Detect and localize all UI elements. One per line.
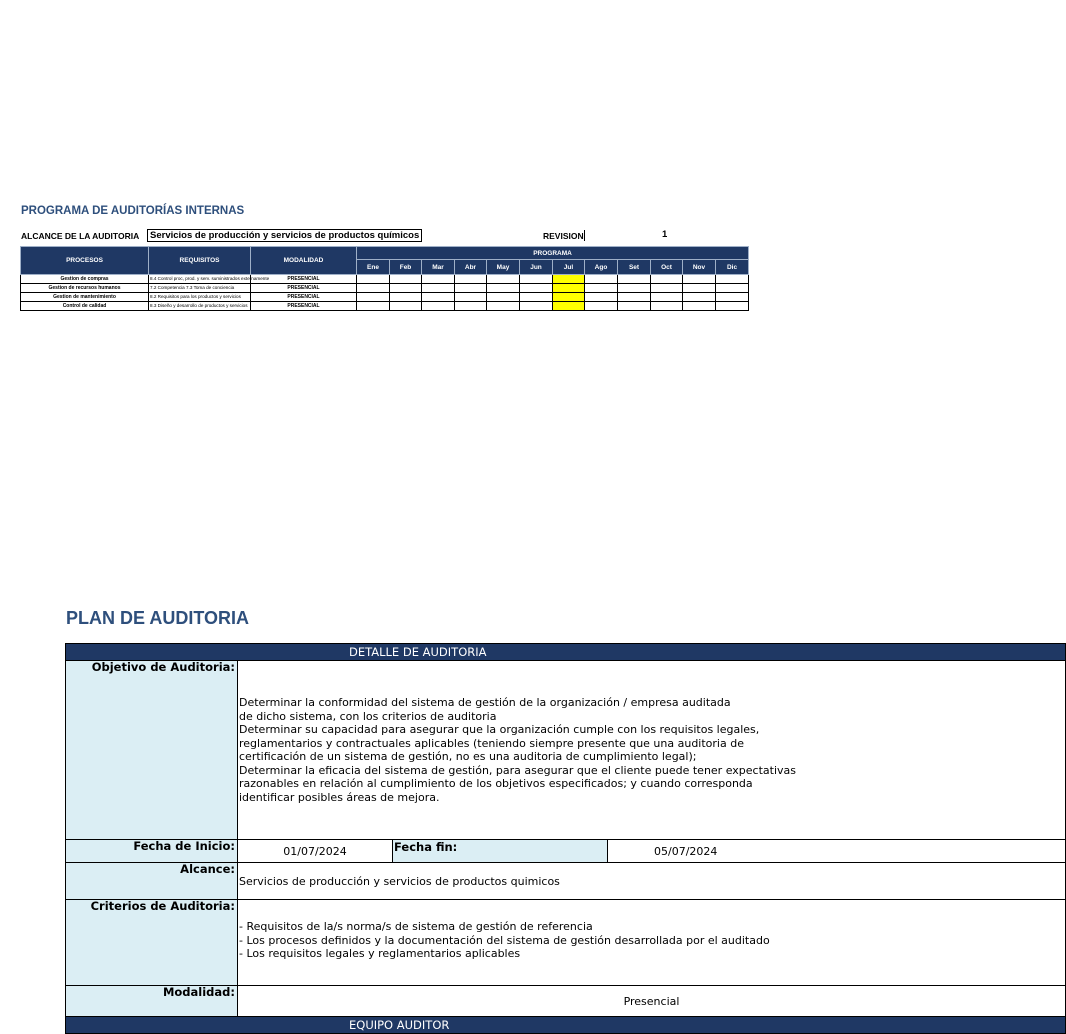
month-cell-ago[interactable]	[585, 293, 618, 302]
month-cell-may[interactable]	[487, 284, 520, 293]
alcance-plan-value[interactable]: Servicios de producción y servicios de productos quimicos	[238, 863, 1066, 900]
month-cell-may[interactable]	[487, 275, 520, 284]
objetivo-line: identificar posibles áreas de mejora.	[239, 790, 440, 804]
month-header-mar: Mar	[422, 260, 455, 275]
month-cell-abr[interactable]	[455, 302, 487, 311]
month-cell-oct[interactable]	[651, 302, 683, 311]
detalle-header: DETALLE DE AUDITORIA	[66, 644, 1066, 661]
month-header-jun: Jun	[520, 260, 553, 275]
month-cell-feb[interactable]	[390, 284, 422, 293]
month-cell-jul[interactable]	[553, 302, 585, 311]
criterios-value[interactable]	[238, 900, 1066, 986]
alcance-plan-label: Alcance:	[66, 863, 238, 900]
month-header-abr: Abr	[455, 260, 487, 275]
month-header-oct: Oct	[651, 260, 683, 275]
month-cell-mar[interactable]	[422, 275, 455, 284]
header-procesos: PROCESOS	[21, 247, 149, 275]
month-cell-jun[interactable]	[520, 284, 553, 293]
programa-table	[20, 246, 749, 311]
objetivo-label: Objetivo de Auditoria:	[66, 661, 238, 840]
alcance-label: ALCANCE DE LA AUDITORIA	[21, 231, 140, 241]
month-header-ago: Ago	[585, 260, 618, 275]
month-cell-dic[interactable]	[716, 302, 749, 311]
revision-label: REVISION	[543, 231, 584, 241]
month-cell-may[interactable]	[487, 302, 520, 311]
month-cell-jul[interactable]	[553, 275, 585, 284]
month-cell-ene[interactable]	[357, 302, 390, 311]
criterio-line: - Los procesos definidos y la documentación del sistema de gestión desarrollada por el auditado	[239, 933, 770, 947]
plan-table	[65, 643, 1066, 1034]
text-cursor	[584, 230, 585, 241]
criterios-text	[239, 900, 1065, 961]
month-cell-mar[interactable]	[422, 302, 455, 311]
modalidad-cell[interactable]: PRESENCIAL	[251, 284, 357, 293]
month-cell-mar[interactable]	[422, 284, 455, 293]
month-cell-jul[interactable]	[553, 293, 585, 302]
requisitos-cell[interactable]: 7.2 Competencia 7.3 Toma de conciencia	[149, 284, 251, 293]
month-cell-nov[interactable]	[683, 275, 716, 284]
month-cell-set[interactable]	[618, 284, 651, 293]
month-cell-dic[interactable]	[716, 284, 749, 293]
month-cell-set[interactable]	[618, 275, 651, 284]
objetivo-value[interactable]	[238, 661, 1066, 840]
month-cell-set[interactable]	[618, 302, 651, 311]
header-modalidad: MODALIDAD	[251, 247, 357, 275]
criterio-line: - Los requisitos legales y reglamentarios aplicables	[239, 947, 521, 960]
month-header-jul: Jul	[553, 260, 585, 275]
month-cell-oct[interactable]	[651, 284, 683, 293]
revision-value[interactable]: 1	[662, 229, 668, 240]
month-cell-ene[interactable]	[357, 275, 390, 284]
objetivo-line: Determinar la eficacia del sistema de gestión, para asegurar que el cliente puede tener expectativas	[239, 763, 796, 777]
objetivo-line: Determinar su capacidad para asegurar que la organización cumple con los requisitos legales,	[239, 723, 760, 736]
fecha-inicio-label: Fecha de Inicio:	[66, 840, 238, 863]
modalidad-label: Modalidad:	[66, 986, 238, 1017]
requisitos-cell[interactable]: 8.4 Control proc, prod. y serv. suministrados externamente	[149, 275, 251, 284]
month-cell-jun[interactable]	[520, 293, 553, 302]
month-cell-nov[interactable]	[683, 284, 716, 293]
modalidad-value[interactable]: Presencial	[238, 986, 1066, 1017]
month-cell-set[interactable]	[618, 293, 651, 302]
month-cell-jun[interactable]	[520, 275, 553, 284]
programa-row	[21, 302, 749, 311]
objetivo-line: certificación de un sistema de gestión, no es una auditoria de cumplimiento legal);	[239, 750, 697, 763]
objetivo-line: reglamentarios y contractuales aplicables (teniendo siempre presente que una auditoria de	[239, 736, 744, 750]
month-cell-dic[interactable]	[716, 293, 749, 302]
fecha-fin-label: Fecha fin:	[393, 840, 608, 863]
objetivo-text	[239, 661, 1065, 804]
month-cell-nov[interactable]	[683, 293, 716, 302]
header-requisitos: REQUISITOS	[149, 247, 251, 275]
month-cell-ago[interactable]	[585, 284, 618, 293]
criterio-line: - Requisitos de la/s norma/s de sistema de gestión de referencia	[239, 920, 593, 933]
month-cell-dic[interactable]	[716, 275, 749, 284]
month-cell-abr[interactable]	[455, 284, 487, 293]
proceso-cell[interactable]: Gestion de mantenimiento	[21, 293, 149, 302]
programa-row	[21, 293, 749, 302]
modalidad-cell[interactable]: PRESENCIAL	[251, 275, 357, 284]
month-header-ene: Ene	[357, 260, 390, 275]
month-cell-nov[interactable]	[683, 302, 716, 311]
month-cell-oct[interactable]	[651, 293, 683, 302]
modalidad-cell[interactable]: PRESENCIAL	[251, 293, 357, 302]
month-cell-mar[interactable]	[422, 293, 455, 302]
month-cell-ago[interactable]	[585, 275, 618, 284]
header-programa: PROGRAMA	[357, 247, 749, 260]
month-cell-oct[interactable]	[651, 275, 683, 284]
modalidad-cell[interactable]: PRESENCIAL	[251, 302, 357, 311]
objetivo-line: de dicho sistema, con los criterios de auditoria	[239, 709, 497, 723]
equipo-auditor-header: EQUIPO AUDITOR	[66, 1017, 1066, 1034]
month-cell-abr[interactable]	[455, 275, 487, 284]
fecha-inicio-value[interactable]: 01/07/2024	[238, 840, 393, 863]
requisitos-cell[interactable]: 8.2 Requisitos para los productos y servicios	[149, 293, 251, 302]
proceso-cell[interactable]: Control de calidad	[21, 302, 149, 311]
month-cell-feb[interactable]	[390, 275, 422, 284]
programa-row	[21, 284, 749, 293]
objetivo-line: razonables en relación al cumplimiento de los objetivos especificados; y cuando corresponda	[239, 777, 753, 790]
month-header-dic: Dic	[716, 260, 749, 275]
month-header-may: May	[487, 260, 520, 275]
month-cell-ago[interactable]	[585, 302, 618, 311]
month-header-nov: Nov	[683, 260, 716, 275]
alcance-value-cell[interactable]: Servicios de producción y servicios de productos químicos	[147, 229, 422, 242]
month-cell-ene[interactable]	[357, 284, 390, 293]
proceso-cell[interactable]: Gestion de compras	[21, 275, 149, 284]
fecha-fin-value[interactable]: 05/07/2024	[608, 840, 1066, 863]
month-cell-ene[interactable]	[357, 293, 390, 302]
plan-table-viewport[interactable]	[65, 643, 796, 1032]
month-header-feb: Feb	[390, 260, 422, 275]
month-cell-abr[interactable]	[455, 293, 487, 302]
proceso-cell[interactable]: Gestion de recursos humanos	[21, 284, 149, 293]
month-header-set: Set	[618, 260, 651, 275]
month-cell-jun[interactable]	[520, 302, 553, 311]
plan-title: PLAN DE AUDITORIA	[66, 608, 250, 628]
month-cell-feb[interactable]	[390, 293, 422, 302]
criterios-label: Criterios de Auditoria:	[66, 900, 238, 986]
objetivo-line: Determinar la conformidad del sistema de gestión de la organización / empresa auditada	[239, 696, 731, 709]
month-cell-jul[interactable]	[553, 284, 585, 293]
requisitos-cell[interactable]: 8.3 Diseño y desarrollo de productos y servicios	[149, 302, 251, 311]
month-cell-may[interactable]	[487, 293, 520, 302]
month-cell-feb[interactable]	[390, 302, 422, 311]
programa-title: PROGRAMA DE AUDITORÍAS INTERNAS	[21, 205, 245, 217]
programa-row	[21, 275, 749, 284]
